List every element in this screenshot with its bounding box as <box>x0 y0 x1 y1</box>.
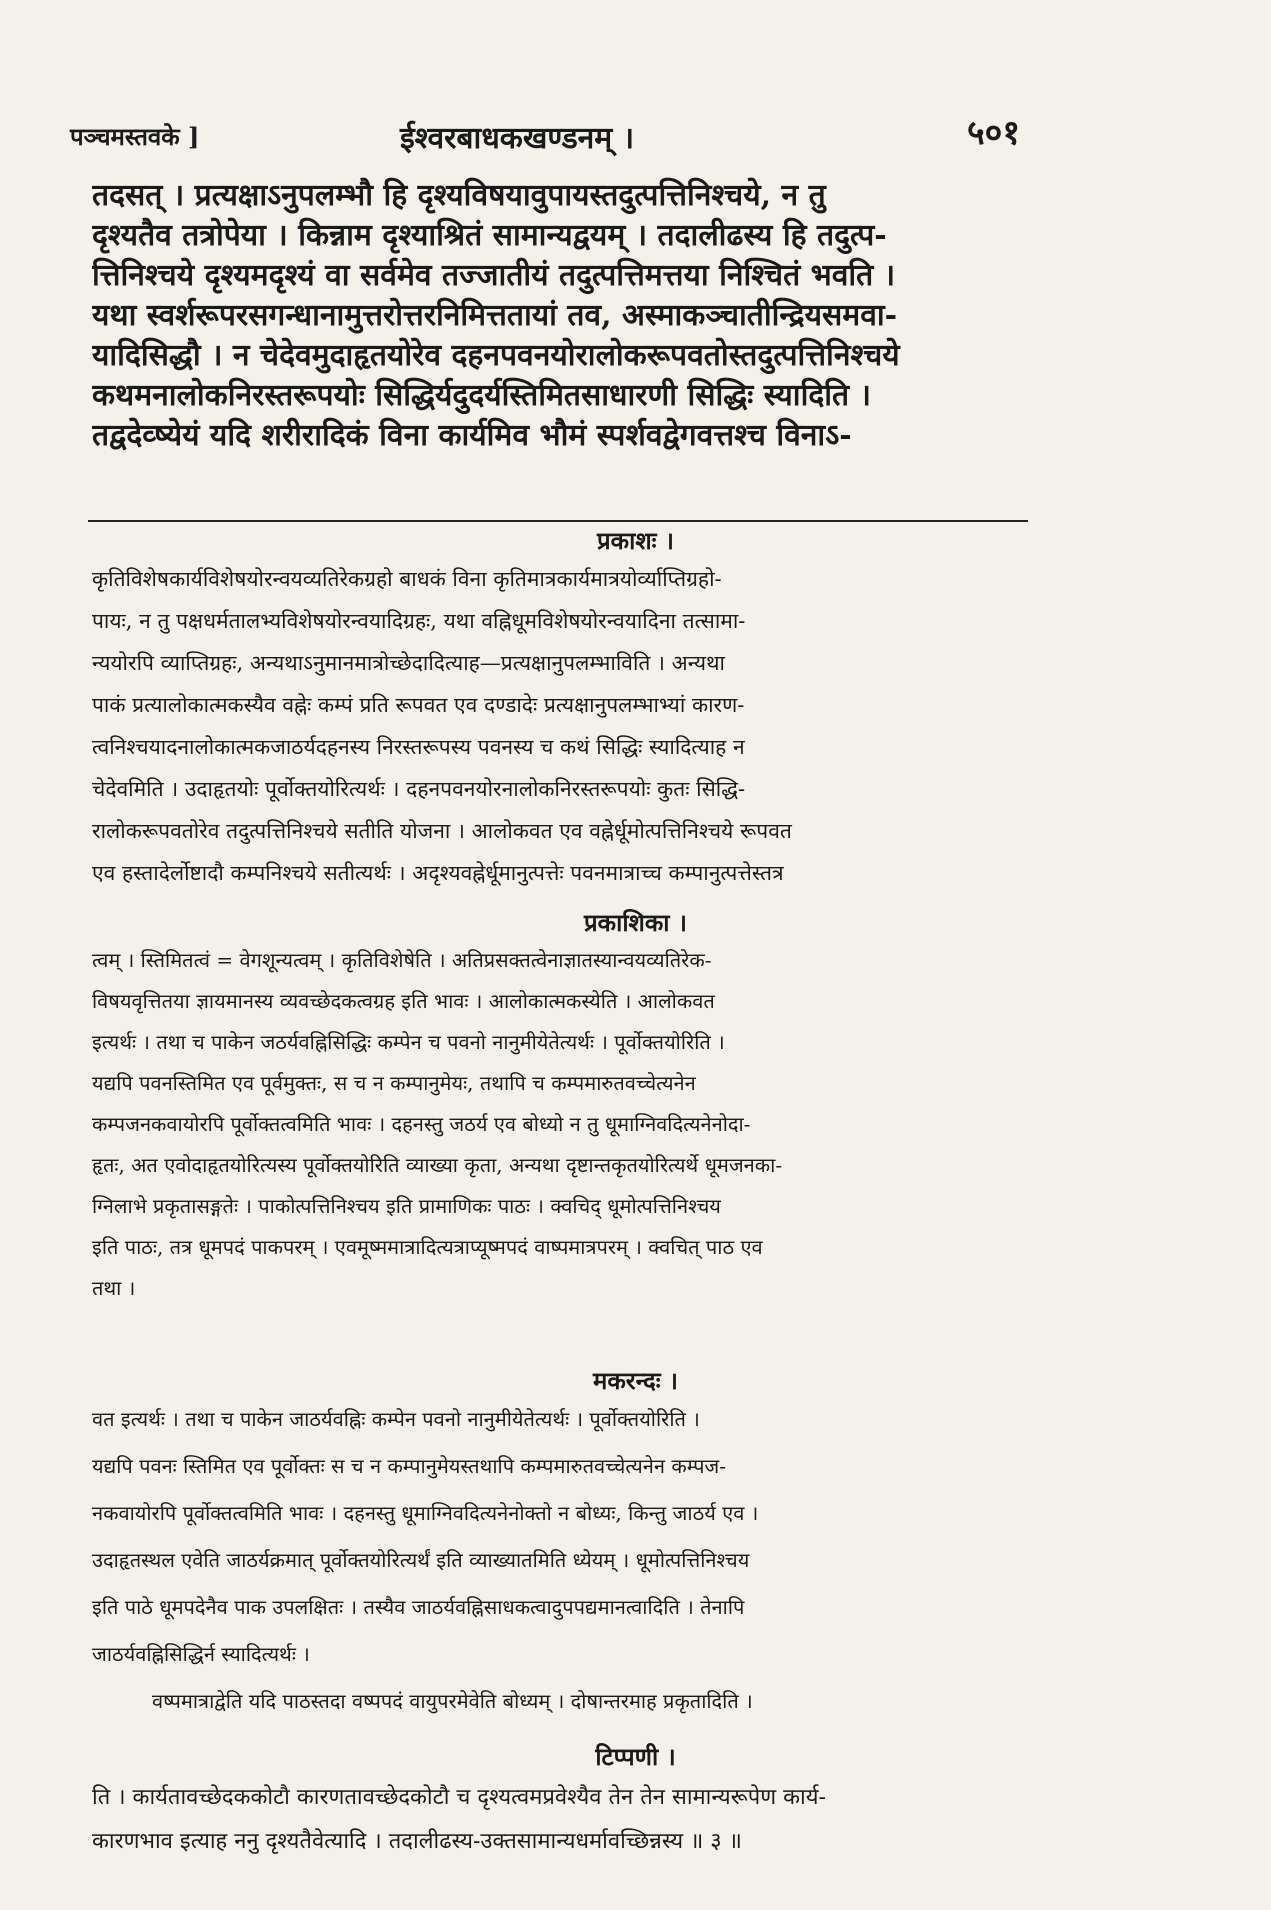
commentary-line: यद्यपि पवनः स्तिमित एव पूर्वोक्तः स च न कम्पानुमेयस्तथापि कम्पमारुतवच्चेत्यनेन कम्पज- <box>92 1454 727 1478</box>
running-title: ईश्वरबाधकखण्डनम् । <box>400 121 635 156</box>
commentary-line: एव हस्तादेर्लोष्टादौ कम्पनिश्चये सतीत्यर्थः । अदृश्यवह्नेर्धूमानुत्पत्तेः पवनमात्राच्च कम्पानुत्पत्तेस्तत्र <box>92 861 784 885</box>
main-text <box>92 176 1027 456</box>
main-text-line: कथमनालोकनिरस्तरूपयोः सिद्धिर्यदुदर्यस्तिमितसाधारणी सिद्धिः स्यादिति । <box>92 378 871 413</box>
commentary-line: जाठर्यवह्निसिद्धिर्न स्यादित्यर्थः । <box>92 1642 310 1666</box>
commentary-line: पाकं प्रत्यालोकात्मकस्यैव वह्नेः कम्पं प्रति रूपवत एव दण्डादेः प्रत्यक्षानुपलम्भाभ्यां कारण- <box>92 693 745 717</box>
chapter-label: पञ्चमस्तवके ] <box>70 122 200 151</box>
prakasha-commentary <box>92 558 1032 894</box>
commentary-line: न्ययोरपि व्याप्तिग्रहः, अन्यथाऽनुमानमात्रोच्छेदादित्याह—प्रत्यक्षानुपलम्भाविति । अन्यथा <box>92 651 725 675</box>
commentary-line: इति पाठे धूमपदेनैव पाक उपलक्षितः । तस्यैव जाठर्यवह्निसाधकत्वादुपपद्यमानत्वादिति । तेनापि <box>92 1595 745 1619</box>
main-text-line: तदसत् । प्रत्यक्षाऽनुपलम्भौ हि दृश्यविषयावुपायस्तदुत्पत्तिनिश्चये, न तु <box>92 178 826 213</box>
divider-rule <box>88 520 1028 522</box>
page-number: ५०१ <box>966 113 1020 153</box>
main-text-line: यथा स्वर्शरूपरसगन्धानामुत्तरोत्तरनिमित्ततायां तव, अस्माकञ्चातीन्द्रियसमवा- <box>92 298 898 333</box>
commentary-line: त्वनिश्चयादनालोकात्मकजाठर्यदहनस्य निरस्तरूपस्य पवनस्य च कथं सिद्धिः स्यादित्याह न <box>92 735 745 759</box>
commentary-line: पायः, न तु पक्षधर्मतालभ्यविशेषयोरन्वयादिग्रहः, यथा वह्निधूमविशेषयोरन्वयादिना तत्सामा- <box>92 609 746 633</box>
commentary-line: वष्पमात्राद्वेति यदि पाठस्तदा वष्पपदं वायुपरमेवेति बोध्यम् । दोषान्तरमाह प्रकृतादिति । <box>152 1689 753 1713</box>
main-text-line: दृश्यतैव तत्रोपेया । किन्नाम दृश्याश्रितं सामान्यद्वयम् । तदालीढस्य हि तदुत्प- <box>92 218 887 253</box>
commentary-line: इत्यर्थः । तथा च पाकेन जठर्यवह्निसिद्धिः कम्पेन च पवनो नानुमीयेतेत्यर्थः । पूर्वोक्तयोरिति । <box>92 1030 725 1054</box>
commentary-line: चेदेवमिति । उदाहृतयोः पूर्वोक्तयोरित्यर्थः । दहनपवनयोरनालोकनिरस्तरूपयोः कुतः सिद्धि- <box>92 777 746 801</box>
commentary-line: रालोकरूपवतोरेव तदुत्पत्तिनिश्चये सतीति योजना । आलोकवत एव वह्नेर्धूमोत्पत्तिनिश्चये रूपवत <box>92 819 792 843</box>
prakashika-title: प्रकाशिका । <box>584 908 687 937</box>
main-text-line: तद्वदेव्ष्येयं यदि शरीरादिकं विना कार्यमिव भौमं स्पर्शवद्वेगवत्तश्च विनाऽ- <box>92 418 852 453</box>
running-header <box>70 108 1020 158</box>
commentary-line: वत इत्यर्थः । तथा च पाकेन जाठर्यवह्निः कम्पेन पवनो नानुमीयेतेत्यर्थः । पूर्वोक्तयोरिति । <box>92 1407 700 1431</box>
commentary-line: ग्निलाभे प्रकृतासङ्गतेः । पाकोत्पत्तिनिश्चय इति प्रामाणिकः पाठः । क्वचिद् धूमोत्पत्तिनिश्चय <box>92 1194 721 1218</box>
commentary-line: हृतः, अत एवोदाहृतयोरित्यस्य पूर्वोक्तयोरिति व्याख्या कृता, अन्यथा दृष्टान्तकृतयोरित्यर्थे धूमजनका- <box>92 1153 783 1177</box>
commentary-line: यद्यपि पवनस्तिमित एव पूर्वमुक्तः, स च न कम्पानुमेयः, तथापि च कम्पमारुतवच्चेत्यनेन <box>92 1071 696 1095</box>
prakashika-commentary <box>92 940 1032 1309</box>
tippani-notes <box>92 1776 1032 1864</box>
commentary-line: विषयवृत्तितया ज्ञायमानस्य व्यवच्छेदकत्वग्रह इति भावः । आलोकात्मकस्येति । आलोकवत <box>92 989 715 1013</box>
commentary-line: इति पाठः, तत्र धूमपदं पाकपरम् । एवमूष्ममात्रादित्यत्राप्यूष्मपदं वाष्पमात्रपरम् । क्वचित् पाठ एव <box>92 1235 763 1259</box>
main-text-line: त्तिनिश्चये दृश्यमदृश्यं वा सर्वमेव तज्जातीयं तदुत्पत्तिमत्तया निश्चितं भवति । <box>92 258 896 293</box>
commentary-line: कृतिविशेषकार्यविशेषयोरन्वयव्यतिरेकग्रहो बाधकं विना कृतिमात्रकार्यमात्रयोर्व्याप्तिग्रहो- <box>92 567 722 591</box>
commentary-line: नकवायोरपि पूर्वोक्तत्वमिति भावः । दहनस्तु धूमाग्निवदित्यनेनोक्तो न बोध्यः, किन्तु जाठर्य एव । <box>92 1501 759 1525</box>
makaranda-commentary <box>92 1396 1032 1725</box>
commentary-line: उदाहृतस्थल एवेति जाठर्यक्रमात् पूर्वोक्तयोरित्यर्थं इति व्याख्यातमिति ध्येयम् । धूमोत्पत्तिनिश्चय <box>92 1548 750 1572</box>
makaranda-title: मकरन्दः । <box>592 1366 679 1395</box>
note-line: कारणभाव इत्याह ननु दृश्यतैवेत्यादि । तदालीढस्य-उक्तसामान्यधर्मावच्छिन्नस्य ॥ ३ ॥ <box>92 1829 742 1854</box>
note-line: ति । कार्यतावच्छेदककोटौ कारणतावच्छेदकोटौ च दृश्यत्वमप्रवेश्यैव तेन तेन सामान्यरूपेण कार्य- <box>92 1785 826 1810</box>
main-text-line: यादिसिद्धौ । न चेदेवमुदाहृतयोरेव दहनपवनयोरालोकरूपवतोस्तदुत्पत्तिनिश्चये <box>92 338 900 373</box>
commentary-line: तथा । <box>92 1276 136 1300</box>
commentary-line: त्वम् । स्तिमितत्वं = वेगशून्यत्वम् । कृतिविशेषेति । अतिप्रसक्तत्वेनाज्ञातस्यान्वयव्यतिरेक- <box>92 948 712 972</box>
tippani-title: टिप्पणी । <box>595 1742 676 1771</box>
commentary-line: कम्पजनकवायोरपि पूर्वोक्तत्वमिति भावः । दहनस्तु जठर्य एव बोध्यो न तु धूमाग्निवदित्यनेनोदा- <box>92 1112 751 1136</box>
prakasha-title: प्रकाशः । <box>597 526 674 555</box>
